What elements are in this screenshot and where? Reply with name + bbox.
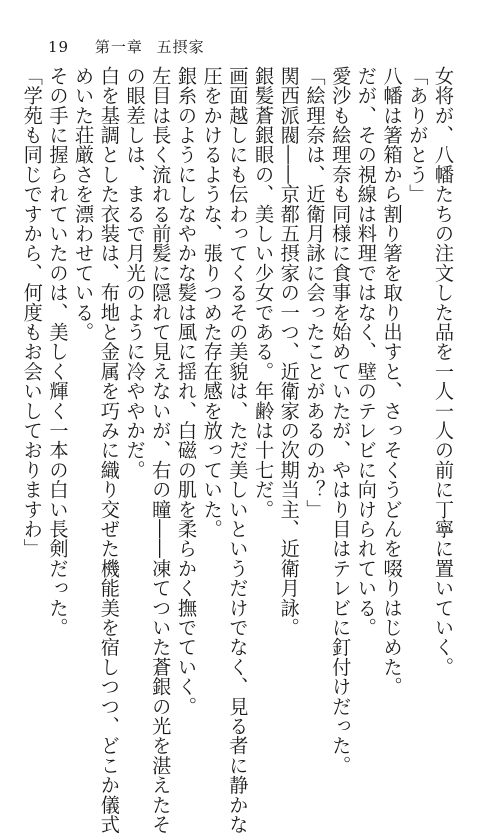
- text-line: 八幡は箸箱から割り箸を取り出すと、さっそくうどんを啜りはじめた。: [380, 66, 404, 697]
- text-line: 関西派閥――京都五摂家の一つ、近衛家の次期当主、近衛月詠。: [277, 66, 301, 638]
- text-line: だが、その視線は料理ではなく、壁のテレビに向けられている。: [354, 66, 378, 638]
- text-line: 左目は長く流れる前髪に隠れて見えないが、右の瞳――凍てついた蒼銀の光を湛えたそ: [149, 66, 173, 834]
- chapter-title: 五摂家: [156, 38, 205, 56]
- page-number: 19: [48, 38, 70, 56]
- text-line: 「ありがとう」: [406, 66, 430, 204]
- text-line: 「学苑も同じですから、何度もお会いしておりますわ」: [20, 66, 44, 559]
- text-line: 銀糸のようにしなやかな髪は風に揺れ、白磁の肌を柔らかく撫でていく。: [174, 66, 198, 717]
- text-line: 「絵理奈は、近衛月詠に会ったことがあるのか？」: [303, 66, 327, 520]
- chapter-label: 第一章: [94, 38, 143, 56]
- text-line: の眼差しは、まるで月光のように冷ややかだ。: [123, 66, 147, 480]
- text-line: 白を基調とした衣装は、布地と金属を巧みに織り交ぜた機能美を宿しつつ、どこか儀式: [97, 66, 121, 834]
- text-line: めいた荘厳さを漂わせている。: [72, 66, 96, 342]
- text-line: 愛沙も絵理奈も同様に食事を始めていたが、やはり目はテレビに釘付けだった。: [329, 66, 353, 776]
- text-line: 画面越しにも伝わってくるその美貌は、ただ美しいというだけでなく、見る者に静かな: [226, 66, 250, 834]
- text-line: 女将が、八幡たちの注文した品を一人一人の前に丁寧に置いていく。: [432, 66, 455, 677]
- vertical-body-text: [20, 66, 456, 834]
- text-line: 銀髪蒼銀眼の、美しい少女である。年齢は十七だ。: [252, 66, 276, 520]
- text-line: その手に握られていたのは、美しく輝く一本の白い長剣だった。: [46, 66, 70, 638]
- running-header: [48, 38, 205, 56]
- text-line: 圧をかけるような、張りつめた存在感を放っていた。: [200, 66, 224, 539]
